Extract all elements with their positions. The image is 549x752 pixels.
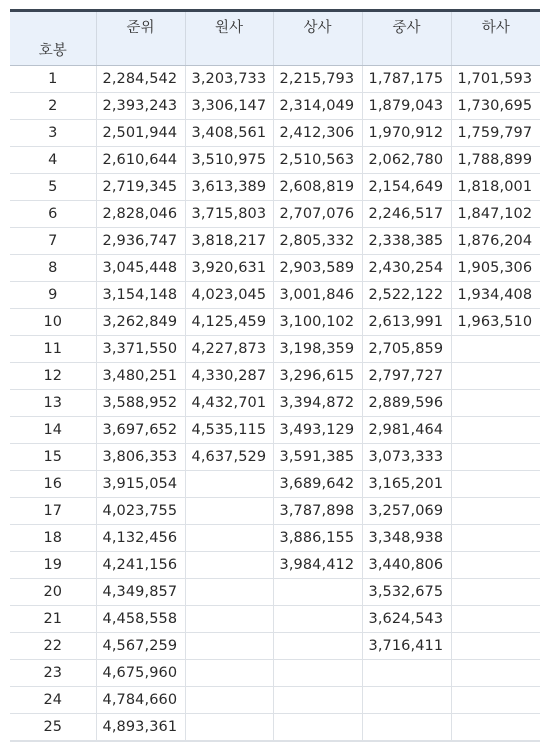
salary-cell: 1,818,001 [451,174,540,201]
salary-cell: 4,784,660 [96,687,185,714]
header-rank-label: 준위 [126,20,155,36]
salary-cell: 3,348,938 [362,525,451,552]
salary-cell [362,687,451,714]
salary-cell [273,606,362,633]
table-row [10,660,540,687]
salary-cell: 3,198,359 [273,336,362,363]
salary-cell: 2,430,254 [362,255,451,282]
salary-cell: 3,697,652 [96,417,185,444]
salary-cell [185,525,273,552]
step-cell: 16 [10,471,96,498]
header-rank-label: 하사 [481,20,510,36]
salary-cell: 1,730,695 [451,93,540,120]
table-row [10,363,540,390]
salary-cell: 2,501,944 [96,120,185,147]
step-cell: 17 [10,498,96,525]
salary-cell: 4,241,156 [96,552,185,579]
salary-cell: 2,903,589 [273,255,362,282]
table-row [10,606,540,633]
salary-cell: 3,588,952 [96,390,185,417]
table-row [10,228,540,255]
salary-cell [451,714,540,741]
salary-cell: 3,915,054 [96,471,185,498]
salary-cell: 4,132,456 [96,525,185,552]
salary-cell: 3,886,155 [273,525,362,552]
salary-cell: 2,246,517 [362,201,451,228]
salary-cell: 1,905,306 [451,255,540,282]
salary-cell [451,552,540,579]
salary-cell [451,390,540,417]
salary-cell: 2,889,596 [362,390,451,417]
salary-cell: 3,306,147 [185,93,273,120]
salary-cell [273,714,362,741]
salary-cell: 3,818,217 [185,228,273,255]
salary-cell: 2,314,049 [273,93,362,120]
step-cell: 6 [10,201,96,228]
salary-cell: 3,480,251 [96,363,185,390]
salary-cell: 4,893,361 [96,714,185,741]
table-row [10,633,540,660]
salary-cell [362,660,451,687]
table-row [10,147,540,174]
salary-cell: 4,567,259 [96,633,185,660]
salary-cell: 2,393,243 [96,93,185,120]
header-rank-5 [451,12,540,66]
salary-cell [185,552,273,579]
salary-cell [451,417,540,444]
step-cell: 14 [10,417,96,444]
step-cell: 2 [10,93,96,120]
salary-cell [185,633,273,660]
salary-cell: 1,876,204 [451,228,540,255]
salary-cell: 4,458,558 [96,606,185,633]
salary-cell: 2,719,345 [96,174,185,201]
header-step [10,12,96,66]
salary-cell: 3,510,975 [185,147,273,174]
salary-cell: 3,203,733 [185,66,273,93]
salary-cell: 2,828,046 [96,201,185,228]
table-body [10,66,540,741]
salary-cell [362,714,451,741]
table-row [10,120,540,147]
salary-cell: 1,701,593 [451,66,540,93]
salary-cell: 1,879,043 [362,93,451,120]
salary-cell [451,363,540,390]
salary-cell: 4,125,459 [185,309,273,336]
salary-cell [185,606,273,633]
salary-cell: 3,591,385 [273,444,362,471]
header-step-label: 호봉 [38,43,67,59]
step-cell: 22 [10,633,96,660]
salary-cell: 3,100,102 [273,309,362,336]
salary-cell: 4,330,287 [185,363,273,390]
salary-cell: 2,062,780 [362,147,451,174]
step-cell: 21 [10,606,96,633]
salary-cell [273,633,362,660]
salary-cell: 3,787,898 [273,498,362,525]
step-cell: 13 [10,390,96,417]
salary-cell: 2,981,464 [362,417,451,444]
step-cell: 8 [10,255,96,282]
salary-cell [273,579,362,606]
step-cell: 5 [10,174,96,201]
table-row [10,579,540,606]
salary-cell: 1,847,102 [451,201,540,228]
table-row [10,471,540,498]
salary-cell [185,471,273,498]
salary-cell: 1,963,510 [451,309,540,336]
table-row [10,714,540,741]
step-cell: 12 [10,363,96,390]
salary-cell: 3,154,148 [96,282,185,309]
salary-cell: 2,797,727 [362,363,451,390]
table-row [10,390,540,417]
salary-cell: 2,608,819 [273,174,362,201]
salary-cell [451,606,540,633]
salary-cell: 3,984,412 [273,552,362,579]
header-row [10,12,540,66]
table-row [10,525,540,552]
salary-cell: 1,759,797 [451,120,540,147]
salary-cell [451,471,540,498]
header-rank-3 [273,12,362,66]
salary-cell: 1,934,408 [451,282,540,309]
salary-cell: 4,227,873 [185,336,273,363]
salary-cell: 4,637,529 [185,444,273,471]
salary-cell [185,579,273,606]
step-cell: 3 [10,120,96,147]
table-row [10,498,540,525]
salary-cell [185,660,273,687]
step-cell: 18 [10,525,96,552]
salary-cell: 3,045,448 [96,255,185,282]
salary-cell: 3,624,543 [362,606,451,633]
salary-cell: 3,073,333 [362,444,451,471]
salary-cell: 2,412,306 [273,120,362,147]
salary-cell: 2,705,859 [362,336,451,363]
salary-cell [185,714,273,741]
header-rank-4 [362,12,451,66]
step-cell: 11 [10,336,96,363]
salary-cell: 2,522,122 [362,282,451,309]
step-cell: 25 [10,714,96,741]
table-header [10,12,540,66]
salary-cell: 4,023,045 [185,282,273,309]
table-continuation-edge [10,741,540,752]
salary-cell: 3,715,803 [185,201,273,228]
salary-cell: 1,970,912 [362,120,451,147]
salary-cell: 3,262,849 [96,309,185,336]
salary-cell: 3,440,806 [362,552,451,579]
salary-cell [451,687,540,714]
salary-cell: 3,613,389 [185,174,273,201]
salary-cell [451,336,540,363]
salary-cell: 2,936,747 [96,228,185,255]
table-row [10,201,540,228]
salary-cell: 3,165,201 [362,471,451,498]
salary-cell: 3,371,550 [96,336,185,363]
salary-cell [451,660,540,687]
header-rank-2 [185,12,273,66]
step-cell: 15 [10,444,96,471]
salary-cell: 3,493,129 [273,417,362,444]
salary-cell: 4,023,755 [96,498,185,525]
table-row [10,93,540,120]
step-cell: 4 [10,147,96,174]
salary-cell: 3,296,615 [273,363,362,390]
header-rank-1 [96,12,185,66]
table-row [10,687,540,714]
salary-cell [451,444,540,471]
salary-cell: 3,806,353 [96,444,185,471]
header-rank-label: 상사 [303,20,332,36]
salary-cell: 3,532,675 [362,579,451,606]
step-cell: 19 [10,552,96,579]
table-row [10,255,540,282]
salary-cell: 2,613,991 [362,309,451,336]
salary-cell: 4,432,701 [185,390,273,417]
salary-cell: 3,920,631 [185,255,273,282]
salary-cell [185,687,273,714]
salary-table [10,12,540,741]
salary-cell [273,660,362,687]
salary-cell: 2,510,563 [273,147,362,174]
salary-cell: 2,707,076 [273,201,362,228]
step-cell: 23 [10,660,96,687]
salary-cell: 3,716,411 [362,633,451,660]
salary-cell: 4,349,857 [96,579,185,606]
salary-cell: 3,394,872 [273,390,362,417]
salary-cell: 1,787,175 [362,66,451,93]
header-rank-label: 원사 [214,20,243,36]
salary-cell [451,579,540,606]
salary-cell: 4,675,960 [96,660,185,687]
salary-cell [451,525,540,552]
salary-cell: 1,788,899 [451,147,540,174]
salary-cell: 2,215,793 [273,66,362,93]
table-row [10,282,540,309]
salary-cell [273,687,362,714]
salary-cell: 3,001,846 [273,282,362,309]
salary-cell: 4,535,115 [185,417,273,444]
table-row [10,417,540,444]
step-cell: 1 [10,66,96,93]
salary-cell: 3,408,561 [185,120,273,147]
salary-cell: 2,805,332 [273,228,362,255]
header-rank-label: 중사 [392,20,421,36]
salary-cell: 2,338,385 [362,228,451,255]
salary-cell: 2,154,649 [362,174,451,201]
step-cell: 10 [10,309,96,336]
salary-cell [451,633,540,660]
salary-cell: 2,610,644 [96,147,185,174]
step-cell: 9 [10,282,96,309]
step-cell: 7 [10,228,96,255]
step-cell: 24 [10,687,96,714]
table-row [10,66,540,93]
salary-cell [185,498,273,525]
salary-cell [451,498,540,525]
salary-cell: 2,284,542 [96,66,185,93]
step-cell: 20 [10,579,96,606]
salary-cell: 3,689,642 [273,471,362,498]
table-row [10,309,540,336]
table-row [10,336,540,363]
table-row [10,444,540,471]
table-row [10,174,540,201]
salary-cell: 3,257,069 [362,498,451,525]
table-row [10,552,540,579]
